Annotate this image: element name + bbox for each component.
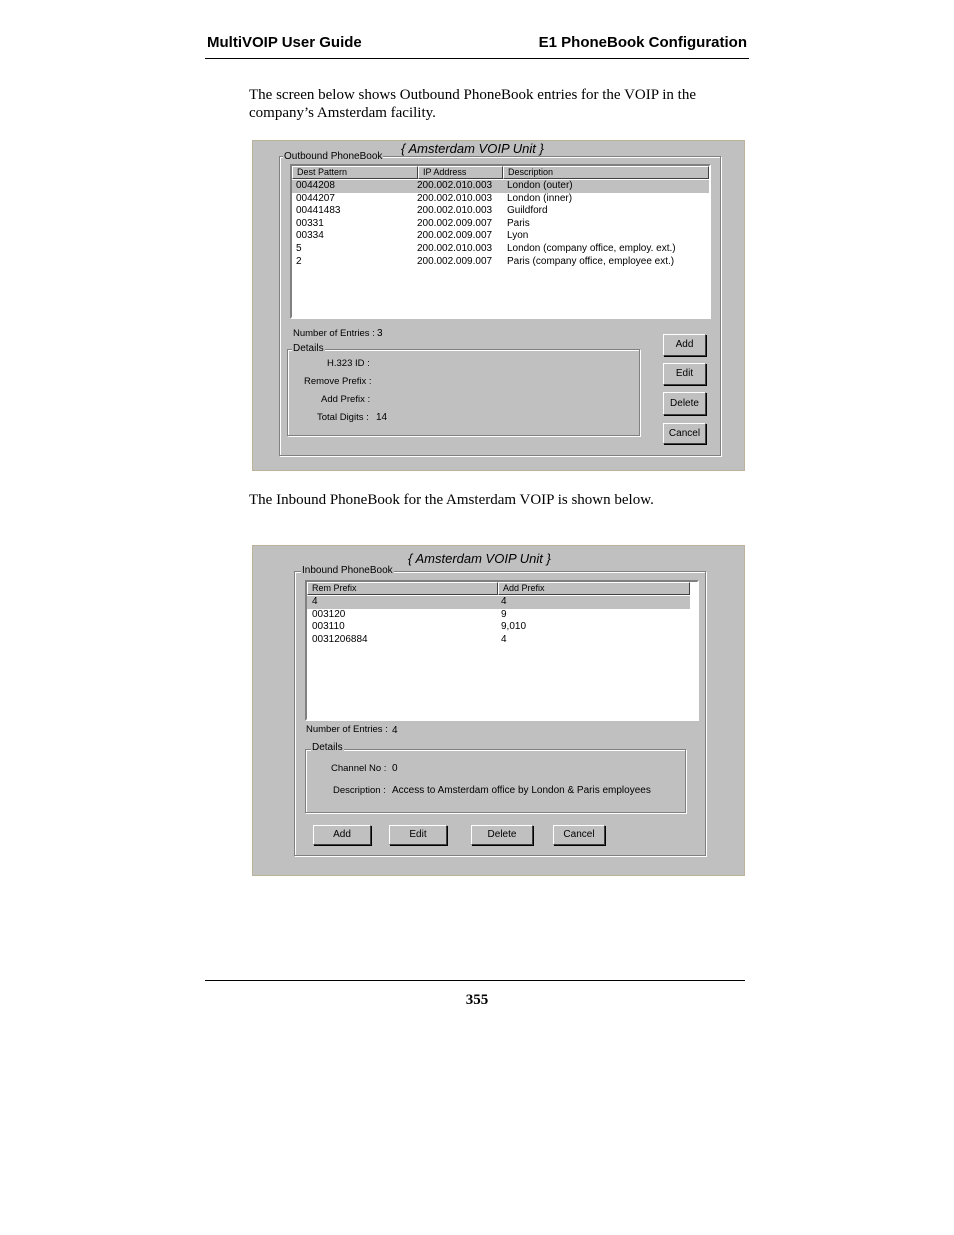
remove-prefix-label: Remove Prefix :: [304, 376, 372, 387]
channel-no-label: Channel No :: [331, 763, 387, 774]
add-prefix-label: Add Prefix :: [321, 394, 371, 405]
table-row[interactable]: [292, 256, 709, 269]
table-row[interactable]: [307, 621, 697, 634]
inbound-delete-button[interactable]: Delete: [471, 825, 533, 845]
table-cell: 0044208: [296, 180, 335, 191]
outbound-list[interactable]: [290, 164, 711, 319]
inbound-group-label: Inbound PhoneBook: [302, 565, 393, 576]
outbound-window-title: { Amsterdam VOIP Unit }: [401, 141, 544, 156]
total-digits-label: Total Digits :: [317, 412, 369, 423]
header-section: E1 PhoneBook Configuration: [538, 34, 747, 51]
page-number: 355: [465, 992, 489, 1008]
description-label: Description :: [333, 785, 386, 796]
header-title: MultiVOIP User Guide: [207, 34, 362, 51]
inbound-list[interactable]: [305, 580, 699, 721]
total-digits-value: 14: [376, 412, 388, 423]
channel-no-value: 0: [392, 763, 398, 774]
inbound-window-title: { Amsterdam VOIP Unit }: [408, 551, 551, 566]
table-cell: 00441483: [296, 205, 341, 217]
table-row[interactable]: [292, 218, 709, 231]
middle-paragraph: The Inbound PhoneBook for the Amsterdam VOIP is shown below.: [249, 492, 654, 508]
column-header-ip-address[interactable]: IP Address: [418, 166, 503, 179]
inbound-details-group: [305, 749, 686, 813]
table-cell: 4: [501, 596, 507, 607]
inbound-cancel-button[interactable]: Cancel: [553, 825, 605, 845]
table-cell: 200.002.009.007: [417, 230, 493, 242]
column-header-description[interactable]: Description: [503, 166, 709, 179]
outbound-add-button[interactable]: Add: [663, 334, 706, 356]
table-row[interactable]: [292, 230, 709, 243]
table-cell: 200.002.009.007: [417, 255, 493, 267]
table-cell: 9,010: [501, 621, 527, 633]
table-cell: Guildford: [507, 205, 548, 217]
table-cell: 003120: [312, 608, 346, 620]
inbound-add-button[interactable]: Add: [313, 825, 371, 845]
outbound-cancel-button[interactable]: Cancel: [663, 423, 706, 444]
outbound-entries-value: 3: [377, 328, 383, 339]
outbound-edit-button[interactable]: Edit: [663, 363, 706, 385]
description-value: Access to Amsterdam office by London & Paris employees: [392, 785, 651, 796]
intro-paragraph: The screen below shows Outbound PhoneBook entries for the VOIP in the company’s Amsterdam facility.: [249, 87, 697, 121]
inbound-screenshot: [252, 545, 745, 876]
table-cell: Paris (company office, employee ext.): [507, 255, 675, 267]
table-cell: 5: [296, 243, 302, 254]
inbound-entries-label: Number of Entries :: [306, 724, 388, 735]
table-cell: 200.002.010.003: [417, 243, 493, 254]
table-row[interactable]: [292, 180, 709, 193]
table-row[interactable]: [307, 596, 690, 609]
table-cell: 4: [312, 596, 318, 607]
inbound-entries-value: 4: [392, 725, 398, 736]
header-rule: [205, 58, 749, 59]
table-cell: Lyon: [507, 230, 529, 242]
column-header-dest-pattern[interactable]: Dest Pattern: [292, 166, 418, 179]
inbound-edit-button[interactable]: Edit: [389, 825, 447, 845]
footer-rule: [205, 980, 745, 981]
table-row[interactable]: [292, 243, 709, 256]
table-cell: 0044207: [296, 192, 335, 204]
table-cell: 9: [501, 608, 507, 620]
table-cell: London (outer): [507, 180, 573, 191]
table-cell: 0031206884: [312, 633, 368, 645]
inbound-details-label: Details: [312, 742, 343, 753]
outbound-group-label: Outbound PhoneBook: [284, 151, 383, 162]
table-cell: 00331: [296, 217, 324, 229]
table-cell: 200.002.009.007: [417, 217, 493, 229]
table-cell: 4: [501, 633, 507, 645]
table-row[interactable]: [307, 609, 697, 622]
table-cell: 003110: [312, 621, 345, 633]
outbound-details-label: Details: [293, 343, 324, 354]
table-row[interactable]: [292, 205, 709, 218]
h323-id-label: H.323 ID :: [327, 358, 370, 369]
table-cell: Paris: [507, 217, 530, 229]
table-cell: 2: [296, 255, 302, 267]
table-row[interactable]: [292, 193, 709, 206]
table-cell: London (inner): [507, 192, 573, 204]
table-row[interactable]: [307, 634, 697, 647]
outbound-entries-label: Number of Entries :: [293, 328, 375, 339]
outbound-screenshot: [252, 140, 745, 471]
table-cell: 200.002.010.003: [417, 205, 493, 217]
column-header-add-prefix[interactable]: Add Prefix: [498, 582, 690, 595]
column-header-rem-prefix[interactable]: Rem Prefix: [307, 582, 498, 595]
table-cell: 00334: [296, 230, 324, 242]
table-cell: London (company office, employ. ext.): [507, 243, 676, 254]
table-cell: 200.002.010.003: [417, 192, 493, 204]
table-cell: 200.002.010.003: [417, 180, 493, 191]
outbound-delete-button[interactable]: Delete: [663, 392, 706, 415]
